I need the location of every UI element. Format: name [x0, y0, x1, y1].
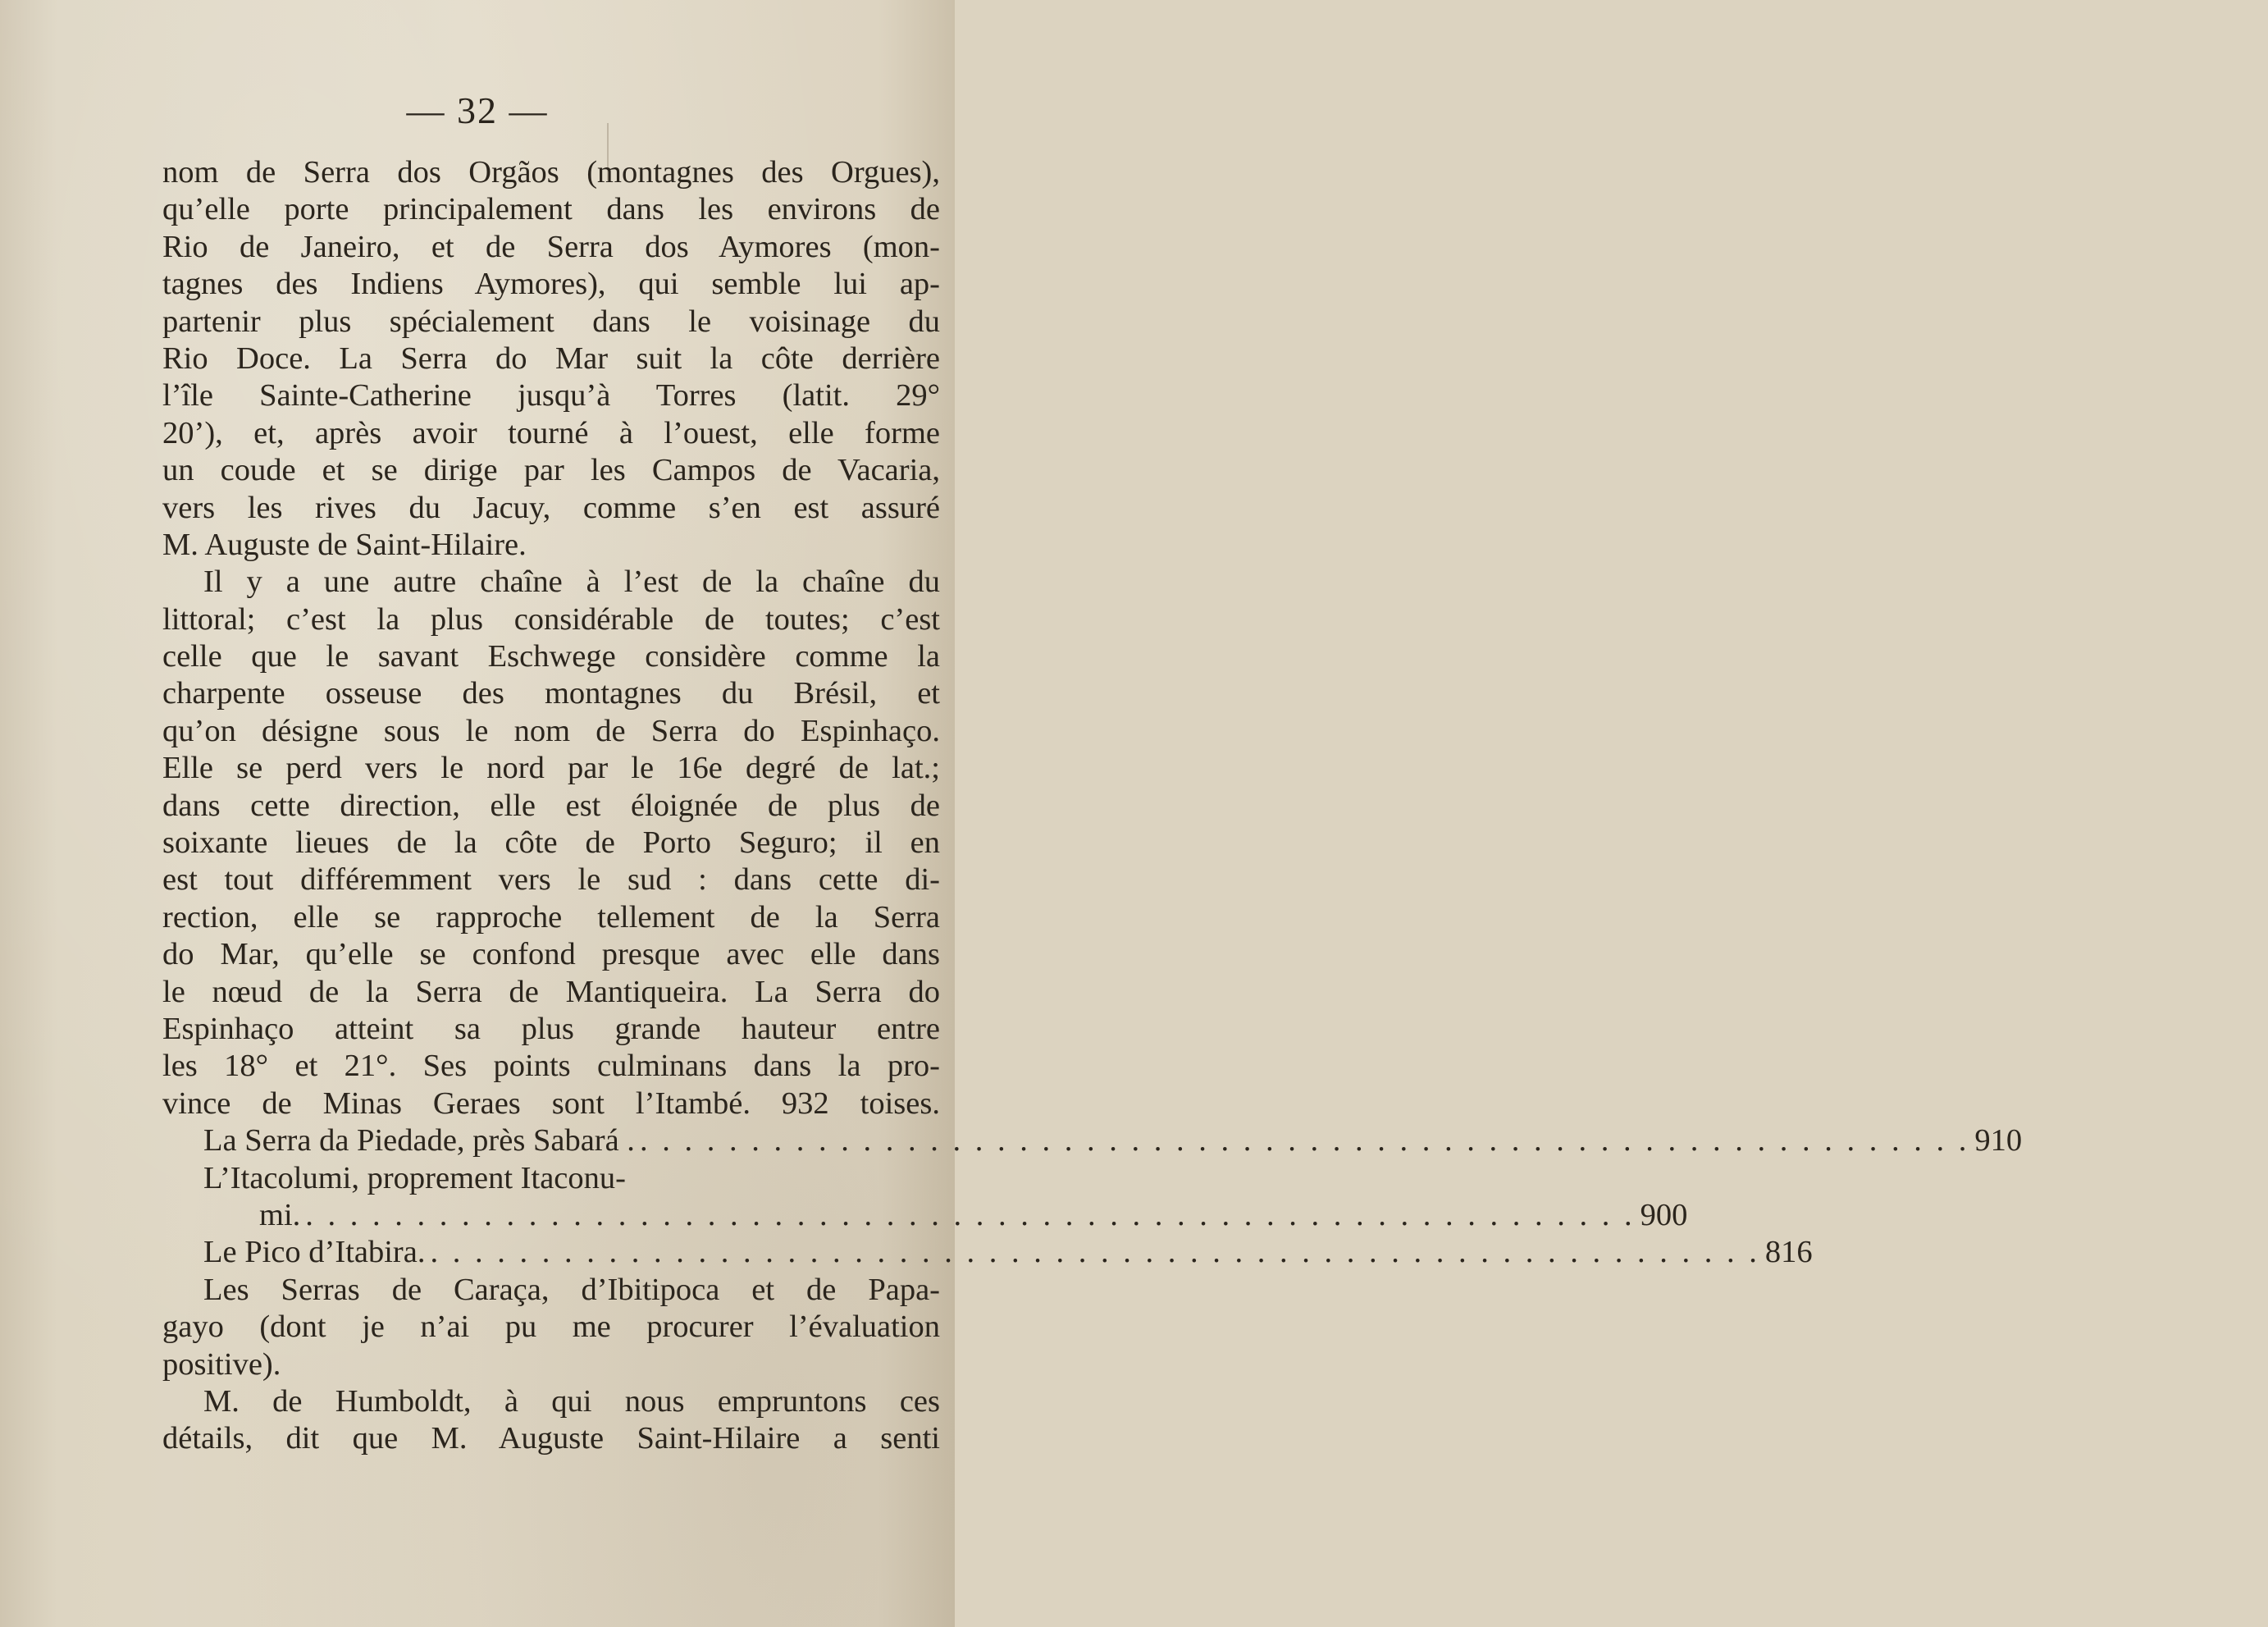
text-line: rection, elle se rapproche tellement de la Serra	[162, 899, 940, 935]
text-line: vince de Minas Geraes sont l’Itambé. 932 toises.	[162, 1085, 940, 1121]
text-line: tagnes des Indiens Aymores), qui semble lui ap-	[162, 267, 940, 302]
table-row	[162, 1234, 1813, 1271]
text-line: les 18° et 21°. Ses points culminans dans la pro-	[162, 1049, 940, 1084]
page-number: — 32 —	[406, 89, 549, 131]
text-line: Il y a une autre chaîne à l’est de la chaîne du	[203, 564, 940, 600]
table-row-label: mi.	[259, 1197, 301, 1232]
text-line: do Mar, qu’elle se confond presque avec elle dans	[162, 937, 940, 972]
text-line: vers les rives du Jacuy, comme s’en est assuré	[162, 490, 940, 525]
table-row-label: La Serra da Piedade, près Sabará .	[203, 1123, 635, 1159]
table-row-value: 900	[1640, 1197, 1688, 1232]
text-line: littoral; c’est la plus considérable de toutes; c’est	[162, 601, 940, 637]
leader-dots: . . . . . . . . . . . . . . . . . . . . . . . . . . . . . . . . . . . . . . . . . . . . . . . . . . . . . . . . . . . .	[639, 1123, 1970, 1159]
text-line: M. Auguste de Saint-Hilaire.	[162, 527, 527, 562]
text-line: l’île Sainte-Catherine jusqu’à Torres (latit. 29°	[162, 378, 940, 414]
table-row	[162, 1197, 1688, 1234]
table-row-value: 910	[1974, 1123, 2023, 1159]
table-row	[162, 1160, 940, 1197]
text-line: 20’), et, après avoir tourné à l’ouest, elle forme	[162, 415, 940, 450]
text-line: partenir plus spécialement dans le voisinage du	[162, 304, 940, 339]
table-row	[162, 1122, 2023, 1159]
leader-dots: . . . . . . . . . . . . . . . . . . . . . . . . . . . . . . . . . . . . . . . . . . . . . . . . . . . . . . . . . . . .	[305, 1197, 1636, 1232]
body-text	[162, 154, 2023, 1458]
text-line: positive).	[162, 1346, 281, 1382]
text-line: est tout différemment vers le sud : dans cette di-	[162, 862, 940, 898]
text-line: un coude et se dirige par les Campos de Vacaria,	[162, 453, 940, 488]
table-row-label: Le Pico d’Itabira.	[203, 1235, 426, 1270]
text-line: Elle se perd vers le nord par le 16e degré de lat.;	[162, 751, 940, 786]
text-line: charpente osseuse des montagnes du Brésil, et	[162, 676, 940, 711]
text-line: le nœud de la Serra de Mantiqueira. La Serra do	[162, 974, 940, 1009]
text-line: Espinhaço atteint sa plus grande hauteur entre	[162, 1011, 940, 1046]
text-line: Rio Doce. La Serra do Mar suit la côte derrière	[162, 340, 940, 376]
text-line: qu’elle porte principalement dans les environs de	[162, 192, 940, 227]
table-row-value: 816	[1764, 1235, 1813, 1270]
leader-dots: . . . . . . . . . . . . . . . . . . . . . . . . . . . . . . . . . . . . . . . . . . . . . . . . . . . . . . . . . . . .	[430, 1235, 1760, 1270]
text-line: M. de Humboldt, à qui nous empruntons ces	[203, 1383, 940, 1419]
text-line: soixante lieues de la côte de Porto Seguro; il en	[162, 825, 940, 861]
table-row-label: L’Itacolumi, proprement Itaconu-	[203, 1160, 626, 1195]
text-line: celle que le savant Eschwege considère comme la	[162, 639, 940, 674]
text-line: qu’on désigne sous le nom de Serra do Espinhaço.	[162, 713, 940, 748]
text-line: gayo (dont je n’ai pu me procurer l’évaluation	[162, 1309, 940, 1345]
text-line: nom de Serra dos Orgãos (montagnes des Orgues),	[162, 155, 940, 190]
text-line: Les Serras de Caraça, d’Ibitipoca et de Papa-	[203, 1272, 940, 1307]
text-line: Rio de Janeiro, et de Serra dos Aymores (mon-	[162, 229, 940, 264]
text-line: détails, dit que M. Auguste Saint-Hilaire a senti	[162, 1421, 940, 1456]
text-line: dans cette direction, elle est éloignée de plus de	[162, 788, 940, 823]
